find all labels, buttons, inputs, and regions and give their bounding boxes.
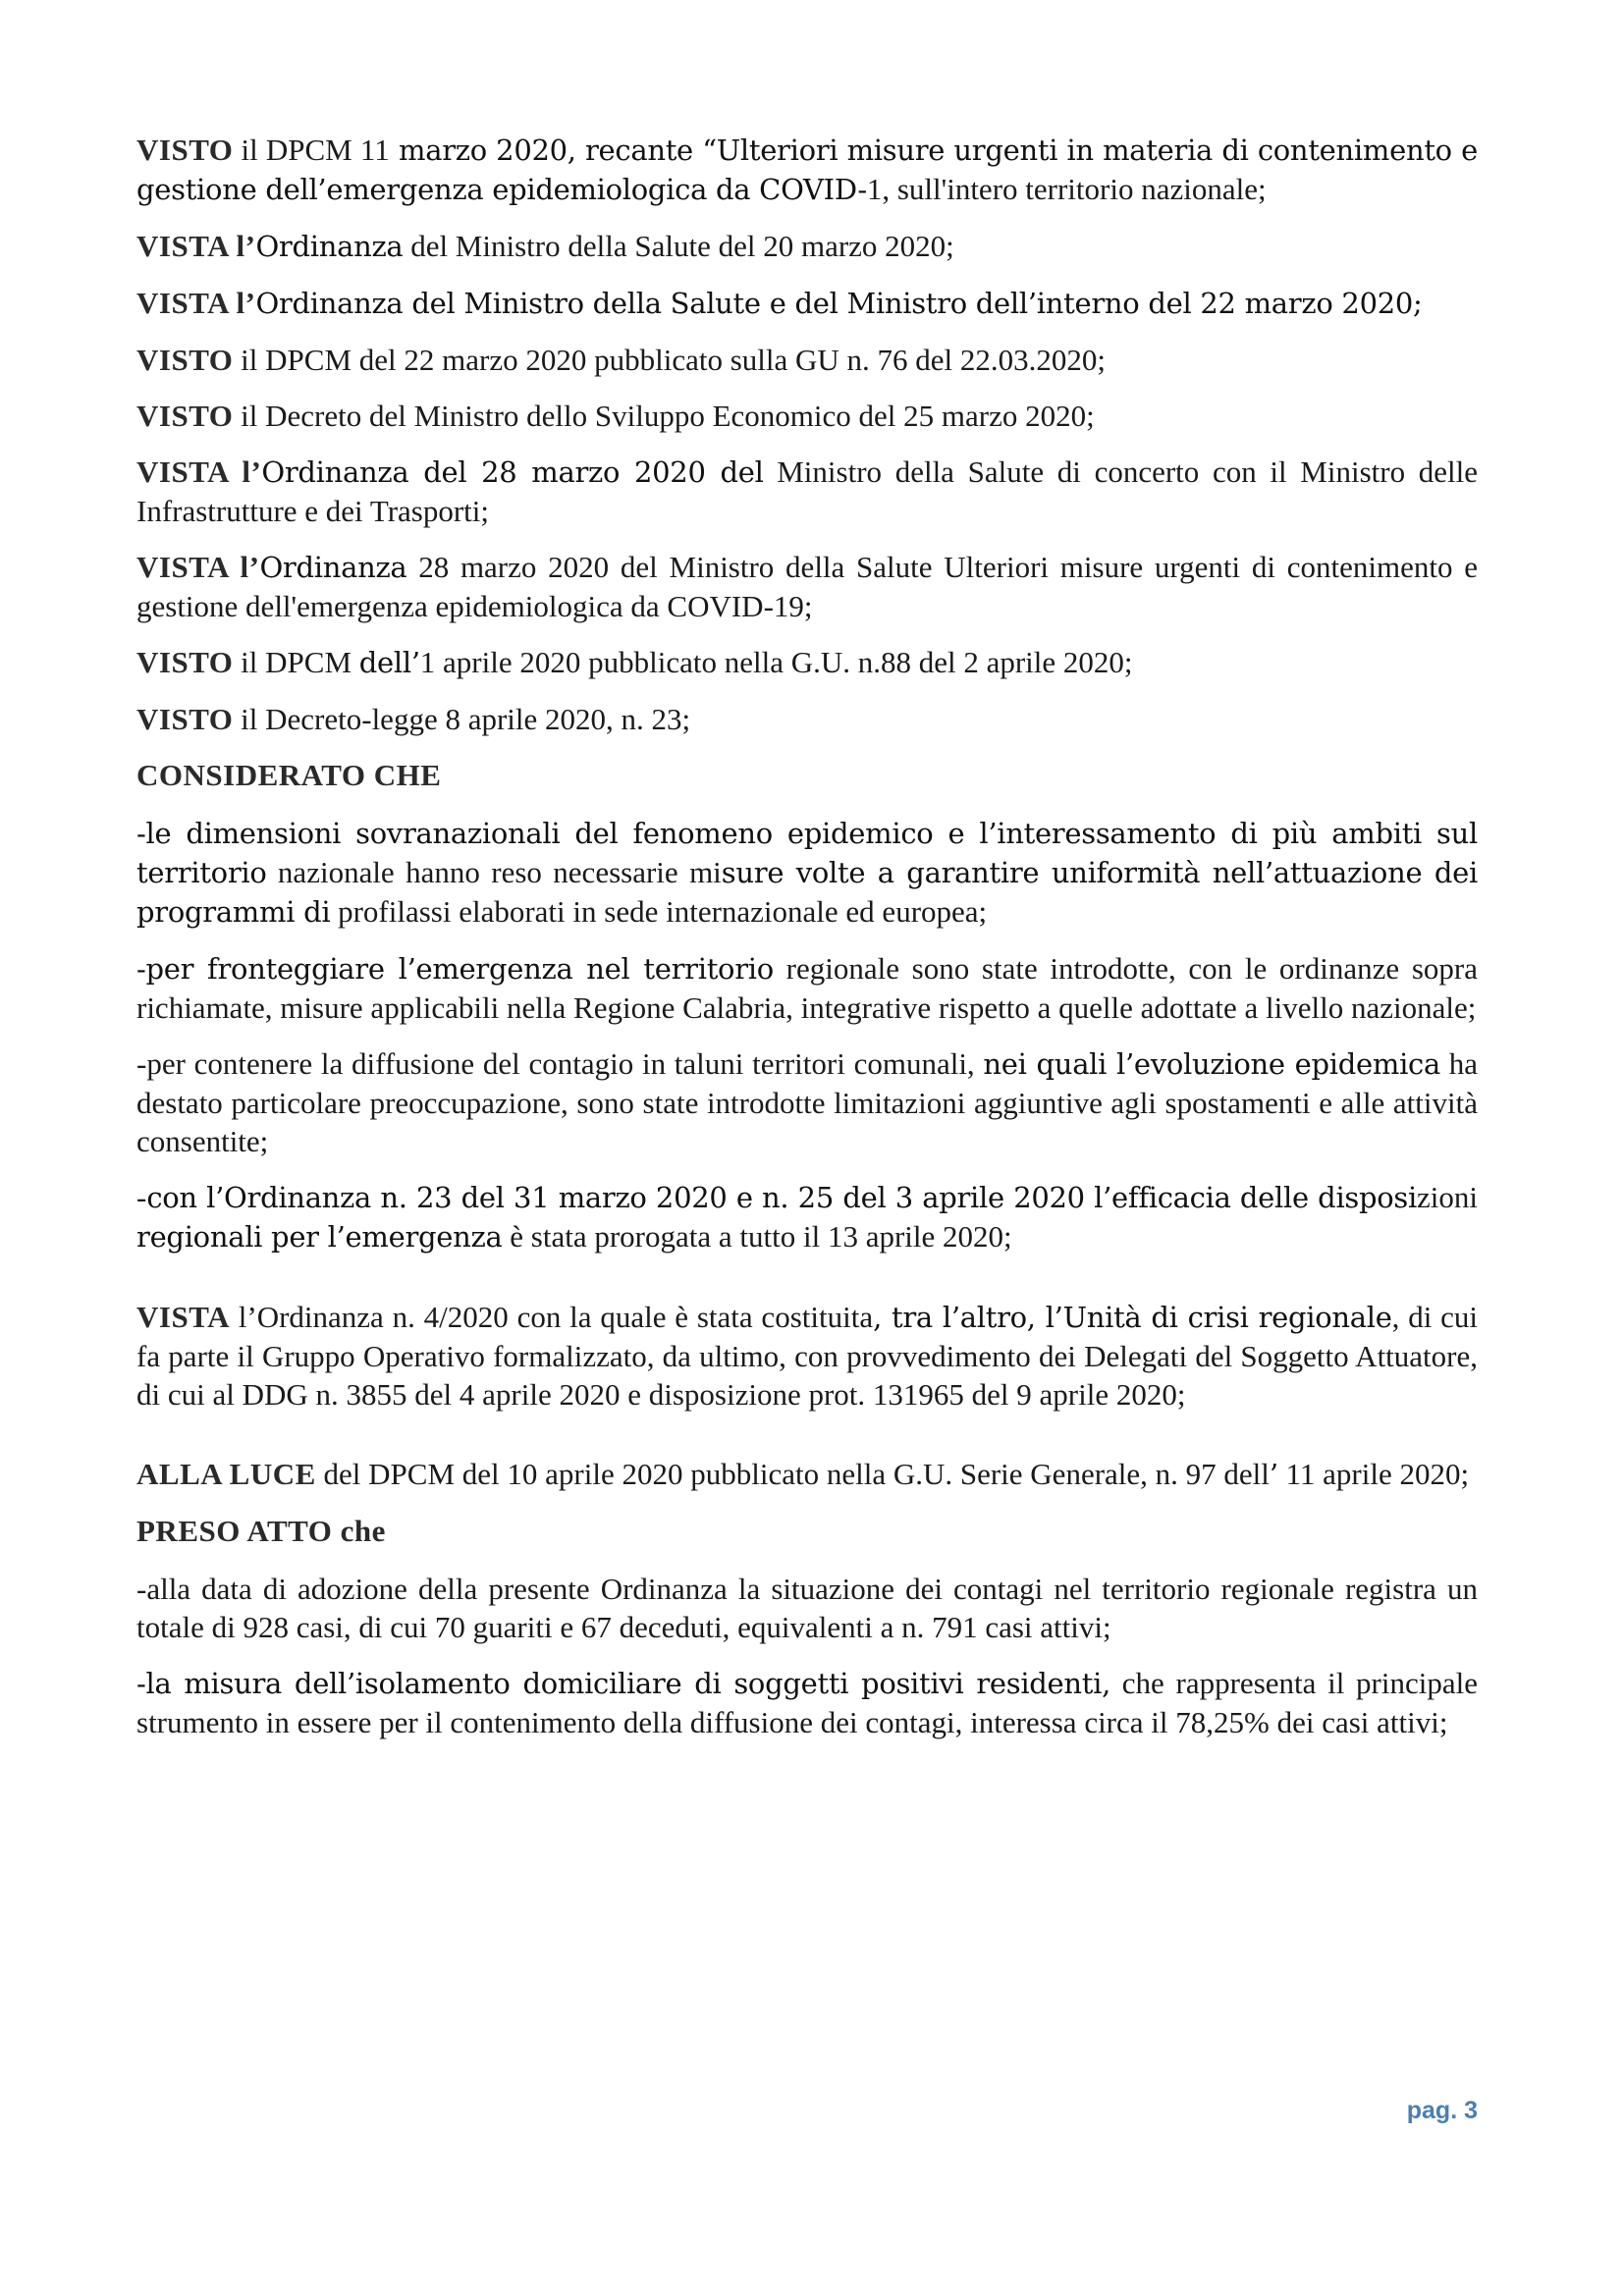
emphasis-run: regionali per l’emergenza (136, 1220, 503, 1254)
text-run: il Decreto-legge 8 aprile 2020, n. 23; (233, 702, 691, 736)
emphasis-run: -per fronteggiare l’emergenza nel territorio (136, 952, 774, 986)
text-run: 11 (359, 133, 390, 167)
emphasis-run: VISTA l’ (136, 229, 256, 263)
text-run: -alla data di adozione della presente Ordinanza la situazione dei contagi nel territorio regionale registra un totale di 928 casi, di cui 70 guariti e 67 deceduti, equivalenti a n. 791 casi attivi; (136, 1572, 1478, 1644)
text-run: che rappresenta il principale strumento in essere per il contenimento della diffusione dei contagi, interessa circa il 78,25% dei casi attivi; (136, 1666, 1478, 1739)
paragraph (136, 700, 1478, 738)
text-run: il DPCM (233, 133, 360, 167)
paragraph (136, 1044, 1478, 1160)
text-run: 28 marzo 2020 del Ministro della Salute Ulteriori misure urgenti di contenimento e gestione dell'emergenza epidemiologica da COVID-19; (136, 550, 1478, 623)
text-run: 1, sull'intero territorio nazionale; (866, 172, 1267, 206)
text-run: del Ministro della Salute del 20 marzo 2020; (403, 229, 954, 263)
emphasis-run: VISTA (136, 1300, 230, 1334)
paragraph (136, 341, 1478, 379)
paragraph (136, 1298, 1478, 1414)
document-body (136, 131, 1478, 1759)
emphasis-run: VISTO (136, 399, 234, 433)
text-run: del DPCM del 10 aprile 2020 pubblicato nella G.U. Serie Generale, n. 97 dell (315, 1457, 1270, 1491)
section-heading (136, 1512, 1478, 1550)
paragraph (136, 397, 1478, 435)
text-run: Ministro della Salute di concerto con il Ministro delle Infrastrutture e dei Trasporti; (136, 454, 1478, 528)
emphasis-run: Ordinanza del Ministro della Salute e del Ministro dell’interno del 22 marzo 2020; (255, 287, 1423, 320)
paragraph (136, 643, 1478, 682)
paragraph (136, 1455, 1478, 1494)
paragraph (136, 548, 1478, 625)
emphasis-run: VISTO (136, 343, 234, 377)
paragraph (136, 1178, 1478, 1256)
emphasis-run: VISTA l’ (136, 454, 262, 489)
text-run: regionale sono state introdotte, con le ordinanze sopra richiamate, misure applicabili nella Regione Calabria, integrative rispetto a quelle adottate a livello nazionale; (136, 951, 1478, 1025)
page-number: pag. 3 (1406, 2097, 1478, 2124)
emphasis-run: VISTA l’ (136, 286, 256, 320)
paragraph (136, 949, 1478, 1027)
text-run: zioni (1417, 1180, 1478, 1214)
emphasis-run: PRESO ATTO che (136, 1514, 386, 1548)
paragraph (136, 131, 1478, 209)
text-run: 1 aprile 2020 pubblicato nella G.U. n.88 del 2 aprile 2020; (419, 645, 1133, 679)
emphasis-run: sure volte a garantire uniformità nell’attuazione dei programmi di (136, 856, 1478, 929)
emphasis-run: VISTO (136, 133, 234, 167)
text-run: -per contenere la diffusione del contagio in taluni territori comunali, (136, 1046, 984, 1081)
text-run: 11 aprile 2020; (1277, 1457, 1470, 1491)
text-run: il DPCM del 22 marzo 2020 pubblicato sulla GU n. 76 del 22.03.2020; (233, 343, 1107, 377)
emphasis-run: nei quali l’evoluzione epidemica (983, 1047, 1440, 1081)
emphasis-run: Ordinanza del 28 marzo 2020 del (261, 455, 764, 489)
emphasis-run: VISTO (136, 645, 234, 679)
emphasis-run: con l’Ordinanza n. 23 del 31 marzo 2020 e n. 25 del 3 aprile 2020 l’efficacia delle disposi (146, 1181, 1417, 1214)
section-heading (136, 756, 1478, 794)
text-run: l’Ordinanza n. 4/2020 con la quale è stata costituita (229, 1300, 874, 1334)
text-run: ha destato particolare preoccupazione, sono state introdotte limitazioni aggiuntive agli spostamenti e alle attività consentite; (136, 1046, 1478, 1158)
paragraph (136, 1664, 1478, 1741)
emphasis-run: marzo 2020, recante “Ulteriori misure urgenti in materia di contenimento e gestione dell’emergenza epidemiologica da COVID- (136, 133, 1478, 206)
emphasis-run: CONSIDERATO CHE (136, 758, 442, 792)
paragraph (136, 284, 1478, 323)
emphasis-run: , tra l’altro, l’Unità di crisi regionale (873, 1301, 1392, 1334)
text-run: nazionale hanno reso necessarie mi (266, 855, 722, 889)
text-run: profilassi elaborati in sede internazionale ed europea; (330, 894, 988, 929)
paragraph (136, 1570, 1478, 1646)
emphasis-run: VISTO (136, 702, 234, 736)
text-run: il DPCM (233, 645, 359, 679)
text-run: - (136, 1180, 147, 1214)
emphasis-run: ALLA LUCE (136, 1457, 316, 1491)
text-run: è stata prorogata a tutto il 13 aprile 2020; (502, 1219, 1012, 1254)
emphasis-run: Ordinanza (255, 230, 404, 263)
emphasis-run: Ordinanza (259, 551, 407, 584)
emphasis-run: VISTA l’ (136, 550, 260, 584)
paragraph (136, 227, 1478, 266)
emphasis-run: ’ (1269, 1458, 1278, 1491)
emphasis-run: dell’ (358, 646, 420, 679)
paragraph (136, 453, 1478, 530)
paragraph (136, 814, 1478, 932)
text-run: , di cui fa parte il Gruppo Operativo formalizzato, da ultimo, con provvedimento dei Delegati del Soggetto Attuatore, di cui al DDG n. 3855 del 4 aprile 2020 e disposizione prot. 131965 del 9 aprile 2020; (136, 1300, 1478, 1412)
emphasis-run: -la misura dell’isolamento domiciliare di soggetti positivi residenti, (136, 1667, 1111, 1700)
text-run: il Decreto del Ministro dello Sviluppo Economico del 25 marzo 2020; (233, 399, 1095, 433)
emphasis-run: -le dimensioni sovranazionali del fenomeno epidemico e l’interessamento di più ambiti sul territorio (136, 817, 1478, 889)
